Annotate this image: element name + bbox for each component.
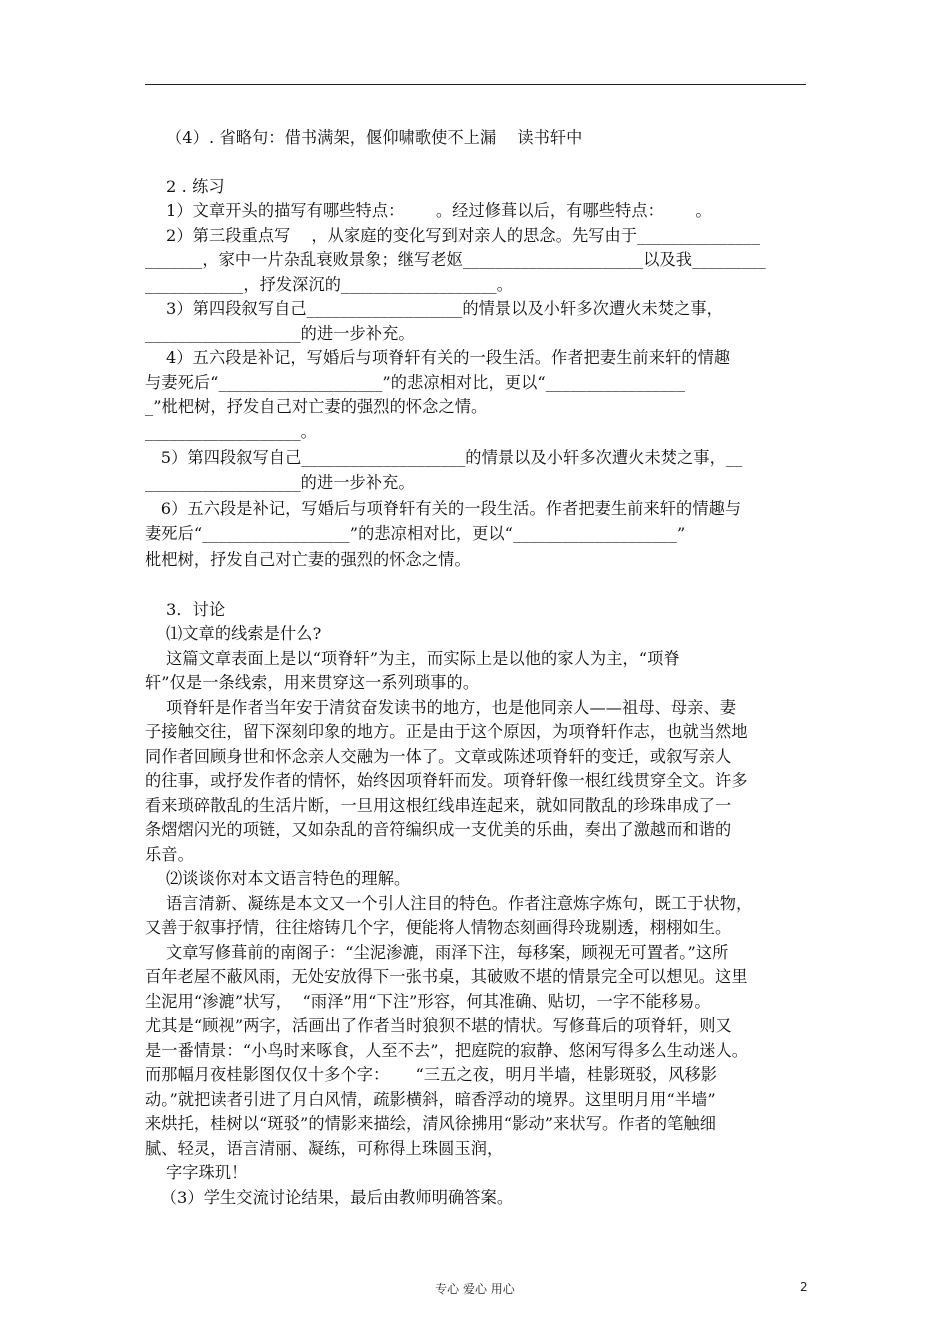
- text-line: 5）第四段叙写自己____________________的情景以及小轩多次遭火未焚之事，__: [145, 448, 743, 467]
- text-line: 乐音。: [145, 845, 194, 864]
- text-line: 而那幅月夜桂影图仅仅十多个字： “三五之夜，明月半墙，桂影斑驳，风移影: [145, 1065, 718, 1084]
- text-line: 腻、轻灵，语言清丽、凝练，可称得上珠圆玉润，: [145, 1139, 504, 1158]
- text-line: 3）第四段叙写自己___________________的情景以及小轩多次遭火未焚之事，: [145, 299, 723, 318]
- text-line: ___________________的进一步补充。: [145, 324, 415, 343]
- text-line: 同作者回顾身世和怀念亲人交融为一体了。文章或陈述项脊轩的变迁，或叙写亲人: [145, 747, 732, 766]
- text-line: 条熠熠闪光的项链，又如杂乱的音符编织成一支优美的乐曲，奏出了激越而和谐的: [145, 820, 732, 839]
- text-line: 6）五六段是补记，写婚后与项脊轩有关的一段生活。作者把妻生前来轩的情趣与: [145, 499, 742, 518]
- text-line: 又善于叙事抒情，往往熔铸几个字，便能将人情物态刻画得玲珑剔透，栩栩如生。: [145, 918, 732, 937]
- text-line: 枇杷树，抒发自己对亡妻的强烈的怀念之情。: [145, 550, 471, 569]
- text-line: 1）文章开头的描写有哪些特点： 。经过修葺以后，有哪些特点： 。: [145, 201, 712, 220]
- text-line: ____________，抒发深沉的___________________。: [145, 275, 514, 294]
- text-line: 4）五六段是补记，写婚后与项脊轩有关的一段生活。作者把妻生前来轩的情趣: [145, 348, 731, 367]
- text-line: 子接触交往，留下深刻印象的地方。正是由于这个原因，为项脊轩作志，也就当然地: [145, 722, 748, 741]
- text-line: 字字珠玑！: [145, 1163, 248, 1182]
- text-line: _”枇杷树，抒发自己对亡妻的强烈的怀念之情。: [145, 397, 488, 416]
- text-line: 动。”就把读者引进了月白风情，疏影横斜，暗香浮动的境界。这里明月用“半墙”: [145, 1090, 716, 1109]
- question: ⑵谈谈你对本文语言特色的理解。: [145, 869, 411, 888]
- text-line: 与妻死后“____________________”的悲凉相对比，更以“_________________: [145, 373, 686, 392]
- text-line: 看来琐碎散乱的生活片断，一旦用这根红线串连起来，就如同散乱的珍珠串成了一: [145, 796, 732, 815]
- text-line: ___________________的进一步补充。: [145, 473, 415, 492]
- text-line: 项脊轩是作者当年安于清贫奋发读书的地方，也是他同亲人——祖母、母亲、妻: [145, 698, 737, 717]
- section-heading: 2 . 练习: [145, 177, 225, 196]
- text-line: 语言清新、凝练是本文又一个引人注目的特色。作者注意炼字炼句，既工于状物，: [145, 894, 753, 913]
- text-line: 尤其是“顾视”两字，活画出了作者当时狼狈不堪的情状。写修葺后的项脊轩，则又: [145, 1016, 732, 1035]
- text-line: 是一番情景：“小鸟时来啄食，人至不去”，把庭院的寂静、悠闲写得多么生动迷人。: [145, 1041, 749, 1060]
- section-heading: 3．讨论: [145, 600, 226, 619]
- header-rule: [145, 84, 806, 85]
- text-line: 这篇文章表面上是以“项脊轩”为主，而实际上是以他的家人为主，“项脊: [145, 649, 680, 668]
- page-number: 2: [800, 1280, 808, 1294]
- text-line: 来烘托，桂树以“斑驳”的情影来描绘，清风徐拂用“影动”来状写。作者的笔触细: [145, 1114, 716, 1133]
- text-line: ___________________。: [145, 422, 317, 441]
- text-line: 的往事，或抒发作者的情怀，始终因项脊轩而发。项脊轩像一根红线贯穿全文。许多: [145, 771, 748, 790]
- text-line: 2）第三段重点写 ，从家庭的变化写到对亲人的思念。先写由于_______________: [145, 226, 761, 245]
- text-line: _______，家中一片杂乱衰败景象；继写老妪______________________以及我_________: [145, 250, 766, 269]
- text-line: 轩”仅是一条线索，用来贯穿这一系列琐事的。: [145, 673, 480, 692]
- text-line: （4）. 省略句：借书满架，偃仰啸歌使不上漏 读书轩中: [145, 128, 583, 147]
- question: ⑴文章的线索是什么?: [145, 624, 322, 643]
- text-line: 百年老屋不蔽风雨，无处安放得下一张书桌，其破败不堪的情景完全可以想见。这里: [145, 967, 748, 986]
- text-line: 妻死后“__________________”的悲凉相对比，更以“____________________”: [145, 524, 686, 543]
- text-line: （3）学生交流讨论结果，最后由教师明确答案。: [145, 1188, 514, 1207]
- text-line: 尘泥用“渗漉”状写， “雨泽”用“下注”形容，何其准确、贴切，一字不能移易。: [145, 992, 711, 1011]
- text-line: 文章写修葺前的南阁子：“尘泥渗漉，雨泽下注，每移案，顾视无可置者。”这所: [145, 943, 729, 962]
- footer-slogan: 专心 爱心 用心: [435, 1282, 515, 1296]
